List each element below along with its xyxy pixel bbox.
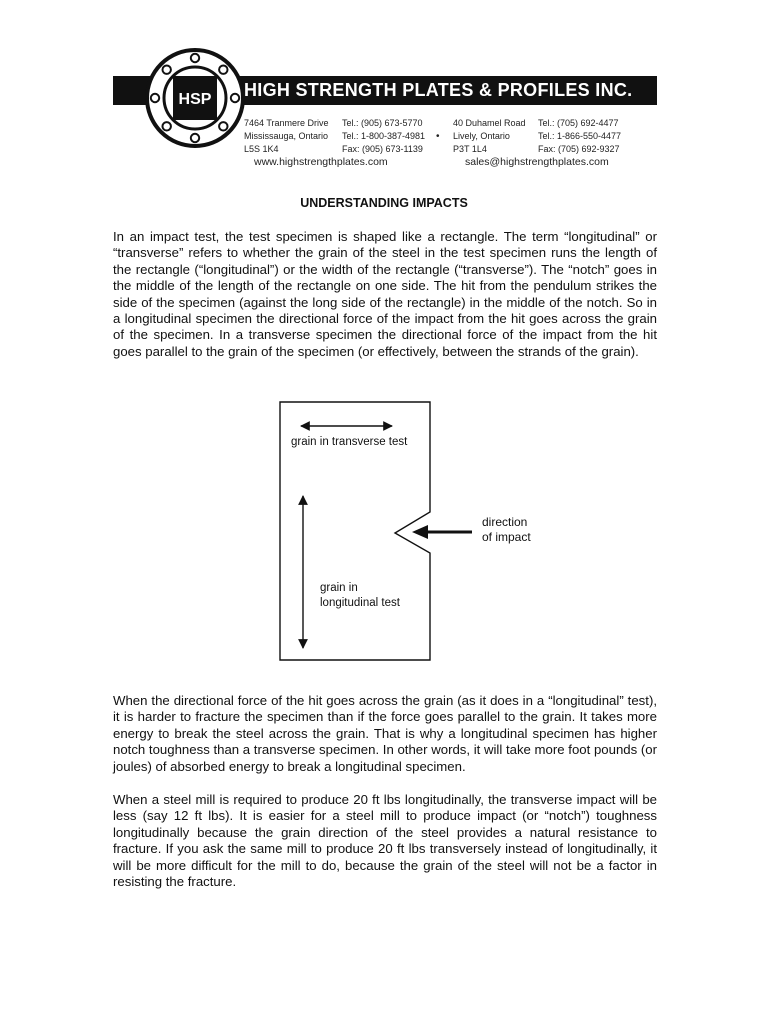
phones-1-fax: Fax: (905) 673-1139: [342, 144, 423, 154]
phones-2: [538, 117, 621, 156]
phones-1: [342, 117, 425, 156]
company-name: HIGH STRENGTH PLATES & PROFILES INC.: [244, 80, 633, 100]
impact-direction-label: [482, 515, 531, 545]
impact-label-line2: of impact: [482, 530, 531, 544]
logo-text: HSP: [178, 91, 212, 108]
longitudinal-grain-label: [320, 581, 400, 611]
address-2: [453, 117, 526, 156]
address-2-city: Lively, Ontario: [453, 131, 510, 141]
address-2-street: 40 Duhamel Road: [453, 118, 526, 128]
address-separator: •: [436, 131, 440, 142]
phones-2-fax: Fax: (705) 692-9327: [538, 144, 620, 154]
address-1: [244, 117, 329, 156]
longitudinal-grain-label-line2: longitudinal test: [320, 597, 400, 609]
address-1-postal: L5S 1K4: [244, 144, 279, 154]
phones-2-tollfree: Tel.: 1-866-550-4477: [538, 131, 622, 141]
transverse-grain-label: grain in transverse test: [291, 436, 408, 448]
paragraph-intro: In an impact test, the test specimen is shaped like a rectangle. The term “longitudinal” or “transverse” refers to whether the grain of the steel in the test specimen runs the length of the rectangle (“longitudinal”) or the width of the rectangle (“transverse”). The “notch” goes in the middle of the length of the rectangle on one side. The hit from the pendulum strikes the side of the specimen (against the long side of the rectangle) in the middle of the notch. So in a longitudinal specimen the directional force of the impact from the hit goes across the grain of the specimen. In a transverse specimen the directional force of the impact from the hit goes parallel to the grain of the specimen (or effectively, between the strands of the grain).: [113, 229, 657, 359]
impact-label-line1: direction: [482, 515, 528, 529]
phones-1-tollfree: Tel.: 1-800-387-4981: [342, 131, 426, 141]
paragraph-grain-explanation: When the directional force of the hit goes across the grain (as it does in a “longitudinal” test), it is harder to fracture the specimen than if the force goes parallel to the grain. It takes more energy to break the steel across the grain. That is why a longitudinal specimen has higher notch toughness than a transverse specimen. In other words, it will take more foot pounds (or joules) of absorbed energy to break a longitudinal specimen.: [113, 693, 657, 774]
document-title: UNDERSTANDING IMPACTS: [300, 196, 468, 210]
longitudinal-grain-label-line1: grain in: [320, 582, 358, 594]
impact-direction-arrow-icon: [410, 522, 474, 542]
phones-2-tel: Tel.: (705) 692-4477: [538, 118, 619, 128]
letterhead: [113, 43, 657, 180]
address-2-postal: P3T 1L4: [453, 144, 487, 154]
paragraph-mill-production: When a steel mill is required to produce 20 ft lbs longitudinally, the transverse impact will be less (say 12 ft lbs). It is easier for a steel mill to produce impact (or “notch”) toughness longitudinally because the grain direction of the steel provides a natural resistance to fracture. If you ask the same mill to produce 20 ft lbs transversely instead of longitudinally, it will be more difficult for the mill to do, because the grain of the steel will not be a factor in resisting the fracture.: [113, 792, 657, 890]
address-1-city: Mississauga, Ontario: [244, 131, 329, 141]
address-1-street: 7464 Tranmere Drive: [244, 118, 329, 128]
company-logo-icon: [145, 48, 245, 148]
phones-1-tel: Tel.: (905) 673-5770: [342, 118, 423, 128]
website-link[interactable]: www.highstrengthplates.com: [254, 156, 388, 168]
email-link[interactable]: sales@highstrengthplates.com: [465, 156, 609, 168]
